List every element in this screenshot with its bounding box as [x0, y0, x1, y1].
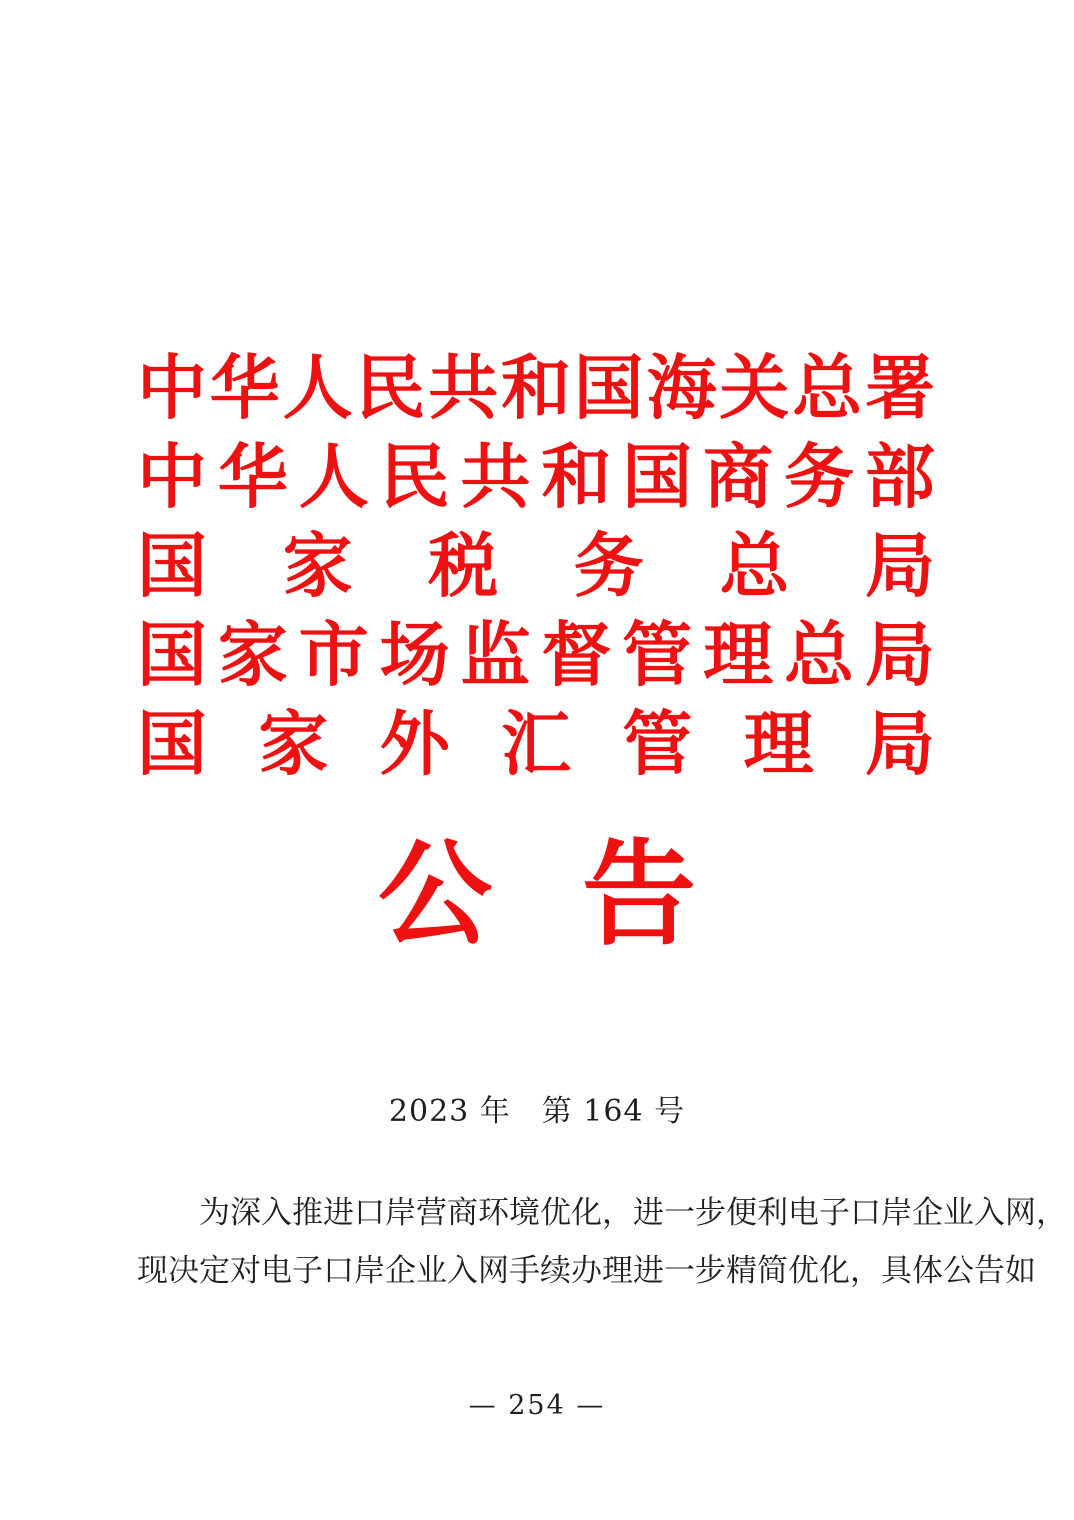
body-text-line-1: 为深入推进口岸营商环境优化，进一步便利电子口岸企业入网，	[199, 1195, 1067, 1231]
agency-name-line-taxation: 国 家 税 务 总 局	[137, 523, 935, 607]
document-number: 2023 年 第 164 号	[388, 1094, 686, 1129]
body-paragraph	[137, 1184, 1067, 1300]
announcement-title: 公 告	[378, 827, 696, 961]
agency-name-line-commerce: 中 华 人 民 共 和 国 商 务 部	[137, 434, 935, 518]
body-text-line-2: 现决定对电子口岸企业入网手续办理进一步精简优化，具体公告如	[137, 1253, 1036, 1289]
agency-name-line-market-regulation: 国 家 市 场 监 督 管 理 总 局	[137, 612, 935, 696]
agency-name-line-foreign-exchange: 国 家 外 汇 管 理 局	[137, 701, 935, 785]
agency-heading-block	[137, 343, 935, 788]
page-number: — 254 —	[468, 1390, 606, 1421]
agency-name-line-customs: 中 华 人 民 共 和 国 海 关 总 署	[137, 345, 935, 429]
